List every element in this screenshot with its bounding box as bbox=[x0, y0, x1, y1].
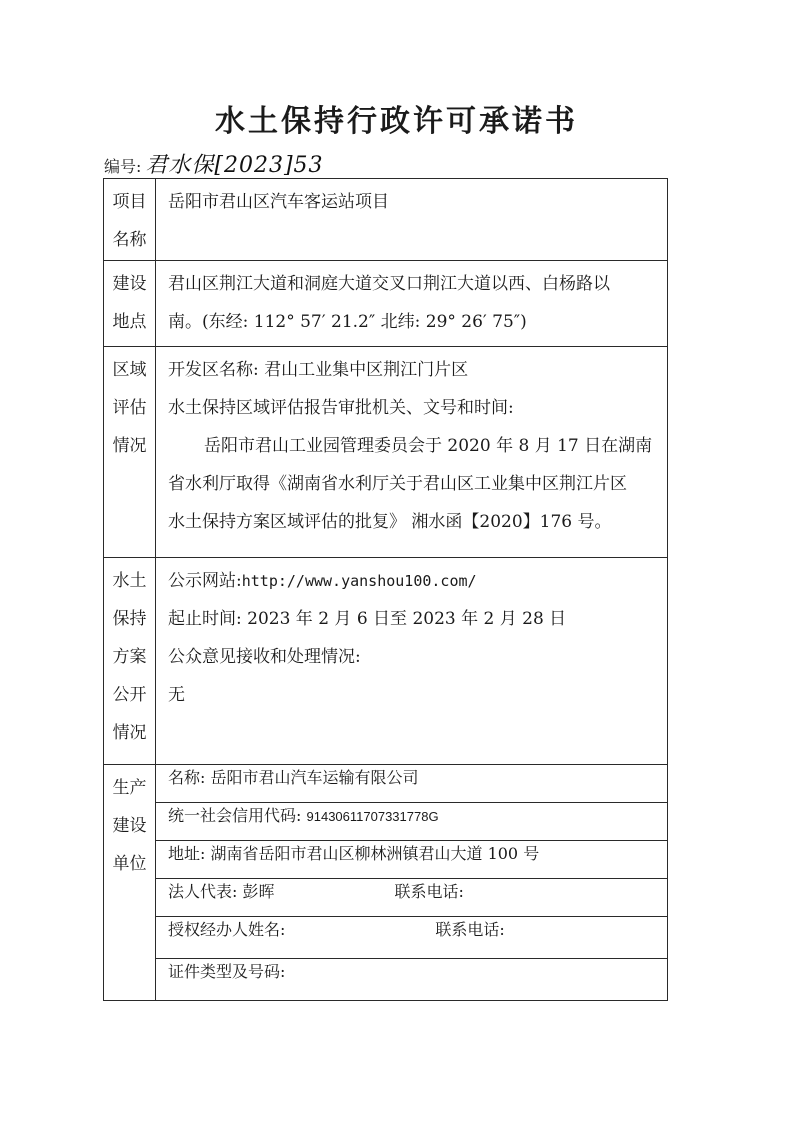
publicity-label: 水土 保持 方案 公开 情况 bbox=[104, 558, 156, 765]
producer-label: 生产 建设 单位 bbox=[104, 765, 156, 1001]
report-heading: 水土保持区域评估报告审批机关、文号和时间: bbox=[168, 398, 514, 418]
row-location bbox=[104, 261, 668, 347]
serial-number bbox=[104, 148, 324, 179]
feedback-heading: 公众意见接收和处理情况: bbox=[168, 647, 361, 667]
location-value: 君山区荆江大道和洞庭大道交叉口荆江大道以西、白杨路以 南。(东经: 112° 57′ 21.2″ 北纬: 29° 26′ 75″) bbox=[156, 261, 668, 347]
row-id bbox=[104, 959, 668, 1001]
legal-rep-line: 法人代表: 彭晖 联系电话: bbox=[156, 879, 668, 917]
evaluation-label: 区域 评估 情况 bbox=[104, 347, 156, 558]
approval-line-3: 水土保持方案区域评估的批复》 湘水函【2020】176 号。 bbox=[168, 512, 612, 532]
approval-line-1: 岳阳市君山工业园管理委员会于 2020 年 8 月 17 日在湖南 bbox=[204, 436, 653, 456]
agent-line: 授权经办人姓名: 联系电话: bbox=[156, 917, 668, 959]
address-line: 地址: 湖南省岳阳市君山区柳林洲镇君山大道 100 号 bbox=[156, 841, 668, 879]
serial-label: 编号: bbox=[104, 157, 142, 176]
evaluation-value bbox=[156, 347, 668, 558]
website-line: 公示网站:http://www.yanshou100.com/ bbox=[168, 571, 477, 591]
row-producer-name bbox=[104, 765, 668, 803]
row-project-name bbox=[104, 179, 668, 261]
serial-handwritten: 君水保[2023]53 bbox=[145, 153, 324, 178]
project-value: 岳阳市君山区汽车客运站项目 bbox=[156, 179, 668, 261]
commitment-form bbox=[103, 178, 668, 1001]
project-label: 项目 名称 bbox=[104, 179, 156, 261]
producer-name: 名称: 岳阳市君山汽车运输有限公司 bbox=[156, 765, 668, 803]
zone-name: 开发区名称: 君山工业集中区荆江门片区 bbox=[168, 360, 469, 380]
row-agent bbox=[104, 917, 668, 959]
credit-code-line: 统一社会信用代码: 91430611707331778G bbox=[156, 803, 668, 841]
publicity-value bbox=[156, 558, 668, 765]
location-label: 建设 地点 bbox=[104, 261, 156, 347]
row-legal-rep bbox=[104, 879, 668, 917]
id-line: 证件类型及号码: bbox=[156, 959, 668, 1001]
row-publicity bbox=[104, 558, 668, 765]
website-link[interactable]: http://www.yanshou100.com/ bbox=[241, 572, 477, 590]
row-evaluation bbox=[104, 347, 668, 558]
row-credit-code bbox=[104, 803, 668, 841]
approval-line-2: 省水利厅取得《湖南省水利厅关于君山区工业集中区荆江片区 bbox=[168, 474, 627, 494]
page-title: 水土保持行政许可承诺书 bbox=[215, 104, 578, 139]
period-line: 起止时间: 2023 年 2 月 6 日至 2023 年 2 月 28 日 bbox=[168, 609, 567, 629]
row-address bbox=[104, 841, 668, 879]
feedback-value: 无 bbox=[168, 685, 185, 705]
